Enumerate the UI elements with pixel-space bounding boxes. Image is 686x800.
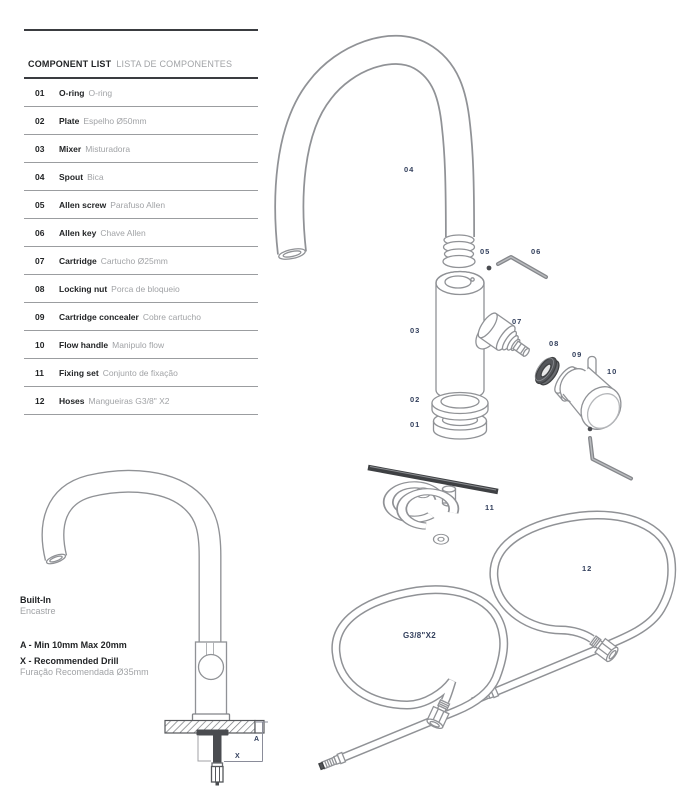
component-number: 03: [35, 143, 45, 154]
component-name-en: Mixer: [59, 143, 82, 154]
component-name-pt: Cobre cartucho: [142, 311, 201, 322]
component-name-en: Locking nut: [59, 283, 108, 294]
component-number: 06: [35, 227, 45, 238]
component-row: [24, 163, 258, 191]
component-number: 09: [35, 311, 45, 322]
callout-12-hoses: 12: [582, 564, 593, 573]
callout-06-allen-key: 06: [531, 247, 542, 256]
component-number: 04: [35, 171, 45, 182]
allen-key-drawing: [498, 257, 546, 277]
component-row: [24, 107, 258, 135]
handle-allen-key-drawing: [590, 438, 631, 479]
component-number: 10: [35, 339, 45, 350]
dimension-x-note: [20, 656, 149, 678]
dimension-a-note: [20, 640, 127, 651]
component-name-en: Flow handle: [59, 339, 109, 350]
component-name-en: Fixing set: [59, 367, 99, 378]
component-name-en: Allen screw: [59, 199, 107, 210]
component-number: 11: [35, 367, 44, 378]
builtin-faucet-drawing: [45, 481, 229, 721]
dim-label-a: A: [254, 736, 260, 743]
component-list: [24, 29, 258, 415]
component-list-header: [24, 31, 258, 79]
component-name-pt: Porca de bloqueio: [111, 283, 180, 294]
component-row: [24, 135, 258, 163]
component-name-en: Plate: [59, 115, 80, 126]
component-number: 02: [35, 115, 45, 126]
component-name-en: O-ring: [59, 87, 85, 98]
hose-left-drawing: [318, 590, 504, 772]
plate-drawing: [432, 393, 488, 421]
component-name-pt: Manipulo flow: [112, 339, 165, 350]
allen-screw-drawing: [487, 266, 492, 271]
callout-08-locking-nut: 08: [549, 339, 560, 348]
component-name-pt: Chave Allen: [100, 227, 146, 238]
component-number: 01: [35, 87, 45, 98]
component-list-title-pt: LISTA DE COMPONENTES: [116, 59, 233, 69]
component-name-pt: Misturadora: [85, 143, 131, 154]
callout-11-fixing-set: 11: [485, 503, 495, 512]
component-row: [24, 359, 258, 387]
component-list-title-en: COMPONENT LIST: [28, 59, 112, 69]
component-row: [24, 303, 258, 331]
component-name-pt: Cartucho Ø25mm: [100, 255, 168, 266]
spout-connector-rings: [443, 235, 475, 268]
dimension-a-text: A - Min 10mm Max 20mm: [20, 640, 127, 650]
component-row: [24, 387, 258, 415]
spout-drawing: [278, 50, 460, 261]
component-row: [24, 219, 258, 247]
builtin-title-en: Built-In: [20, 595, 51, 605]
component-name-pt: Espelho Ø50mm: [83, 115, 147, 126]
callout-09-concealer: 09: [572, 350, 583, 359]
component-rows: [24, 79, 258, 415]
fixing-set-drawing: [368, 467, 498, 545]
counter-cross-section: [165, 721, 264, 786]
hose-right-drawing: [471, 515, 672, 706]
component-row: [24, 191, 258, 219]
callout-07-cartridge: 07: [512, 317, 523, 326]
component-number: 05: [35, 199, 45, 210]
component-name-pt: Bica: [87, 171, 104, 182]
component-row: [24, 275, 258, 303]
component-name-pt: Conjunto de fixação: [102, 367, 178, 378]
component-row: [24, 331, 258, 359]
component-name-pt: Mangueiras G3/8" X2: [88, 395, 170, 406]
component-name-en: Allen key: [59, 227, 97, 238]
builtin-title-pt: Encastre: [20, 606, 56, 616]
component-number: 08: [35, 283, 45, 294]
callout-10-flow-handle: 10: [607, 367, 618, 376]
component-number: 07: [35, 255, 45, 266]
dim-label-x: X: [235, 753, 240, 760]
callout-03-mixer: 03: [410, 326, 421, 335]
component-name-en: Cartridge: [59, 255, 97, 266]
flow-handle-drawing: [554, 357, 629, 438]
hose-spec-label: G3/8"X2: [403, 631, 437, 640]
component-row: [24, 247, 258, 275]
callout-05-allen-screw: 05: [480, 247, 491, 256]
component-name-en: Hoses: [59, 395, 85, 406]
dimension-x-title: X - Recommended Drill: [20, 656, 119, 666]
callout-01-o-ring: 01: [410, 420, 421, 429]
builtin-note: [20, 595, 56, 617]
callout-04-spout: 04: [404, 165, 415, 174]
component-name-pt: O-ring: [88, 87, 113, 98]
handle-screw-drawing: [588, 427, 593, 432]
component-number: 12: [35, 395, 45, 406]
component-name-pt: Parafuso Allen: [110, 199, 166, 210]
component-name-en: Cartridge concealer: [59, 311, 139, 322]
callout-02-plate: 02: [410, 395, 421, 404]
component-name-en: Spout: [59, 171, 84, 182]
component-row: [24, 79, 258, 107]
dimension-x-pt: Furação Recomendada Ø35mm: [20, 667, 149, 677]
